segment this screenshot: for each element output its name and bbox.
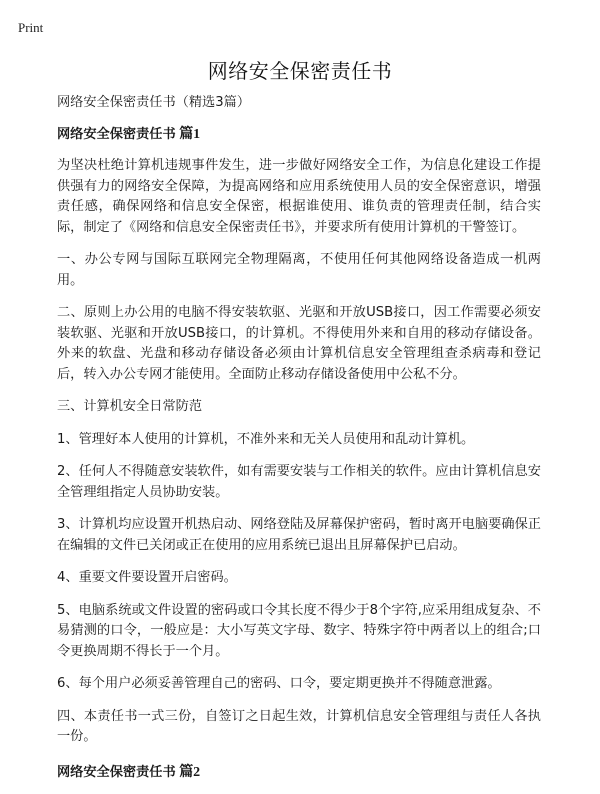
section-heading-1 bbox=[57, 126, 541, 144]
list-item: 4、重要文件要设置开启密码。 bbox=[57, 570, 237, 585]
document-body bbox=[57, 94, 541, 794]
section-heading-text: 网络安全保密责任书 bbox=[57, 764, 176, 780]
section-heading-text: 网络安全保密责任书 bbox=[57, 127, 176, 142]
page-title: 网络安全保密责任书 bbox=[207, 59, 393, 83]
section-heading-number: 篇1 bbox=[175, 127, 201, 142]
clause-paragraph: 一、办公专网与国际互联网完全物理隔离，不使用任何其他网络设备造成一机两用。 bbox=[57, 252, 541, 288]
list-item: 1、管理好本人使用的计算机，不准外来和无关人员使用和乱动计算机。 bbox=[57, 431, 475, 447]
section-heading-number: 篇2 bbox=[175, 764, 201, 780]
list-item: 6、每个用户必须妥善管理自己的密码、口令，要定期更换并不得随意泄露。 bbox=[57, 676, 501, 691]
list-item: 3、计算机均应设置开机热启动、网络登陆及屏幕保护密码，暂时离开电脑要确保正在编辑的文件已关闭或正在使用的应用系统已退出且屏幕保护已启动。 bbox=[57, 517, 541, 553]
section-heading-2 bbox=[57, 764, 541, 782]
document-subtitle: 网络安全保密责任书（精选3篇） bbox=[57, 95, 251, 110]
print-link[interactable]: Print bbox=[18, 20, 44, 35]
list-item: 2、任何人不得随意安装软件，如有需要安装与工作相关的软件。应由计算机信息安全管理组指定人员协助安装。 bbox=[57, 464, 541, 500]
clause-paragraph: 二、原则上办公用的电脑不得安装软驱、光驱和开放USB接口，因工作需要必须安装软驱、光驱和开放USB接口，的计算机。不得使用外来和自用的移动存储设备。外来的软盘、光盘和移动存储设备必须由计算机信息安全管理组查杀病毒和登记后，转入办公专网才能使用。全面防止移动存储设备使用中公私不分。 bbox=[57, 305, 541, 382]
list-item: 5、电脑系统或文件设置的密码或口令其长度不得少于8个字符,应采用组成复杂、不易猜测的口令，一般应是：大小写英文字母、数字、特殊字符中两者以上的组合;口令更换周期不得长于一个月。 bbox=[57, 602, 541, 659]
intro-paragraph: 为坚决杜绝计算机违规事件发生，进一步做好网络安全工作，为信息化建设工作提供强有力的网络安全保障，为提高网络和应用系统使用人员的安全保密意识，增强责任感，确保网络和信息安全保密，根据谁使用、谁负责的管理责任制，结合实际，制定了《网络和信息安全保密责任书》，并要求所有使用计算机的干警签订。 bbox=[57, 158, 541, 235]
clause-paragraph: 四、本责任书一式三份，自签订之日起生效，计算机信息安全管理组与责任人各执一份。 bbox=[57, 708, 541, 744]
clause-paragraph: 三、计算机安全日常防范 bbox=[57, 399, 203, 414]
